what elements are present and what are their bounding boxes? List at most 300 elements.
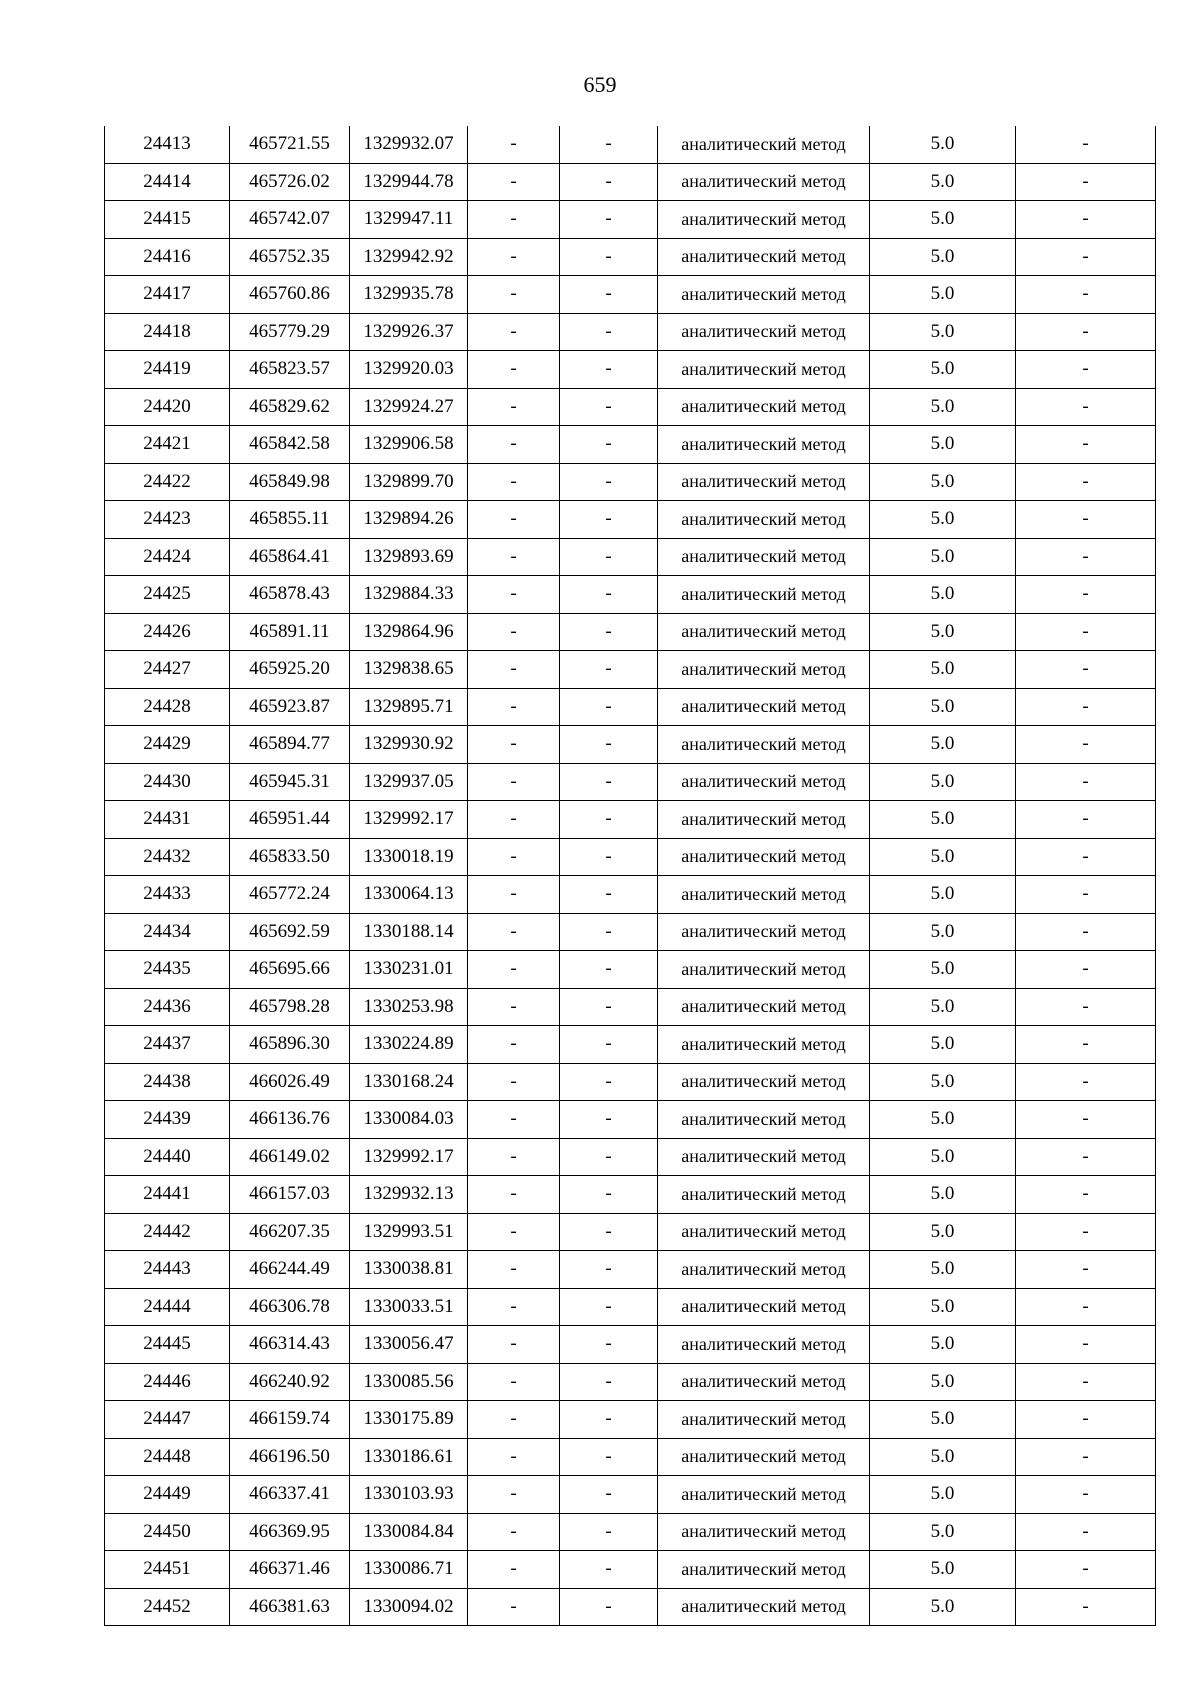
x-coordinate-cell: 465742.07 (230, 201, 350, 239)
x-coordinate-cell: 465695.66 (230, 951, 350, 989)
y-coordinate-cell: 1330084.03 (350, 1101, 468, 1139)
method-cell: аналитический метод (658, 763, 870, 801)
point-number-cell: 24415 (105, 201, 230, 239)
empty-value-cell-3: - (1016, 1101, 1156, 1139)
method-cell: аналитический метод (658, 1513, 870, 1551)
method-cell: аналитический метод (658, 876, 870, 914)
point-number-cell: 24418 (105, 313, 230, 351)
y-coordinate-cell: 1330094.02 (350, 1588, 468, 1626)
point-number-cell: 24449 (105, 1476, 230, 1514)
table-row (105, 238, 1156, 276)
y-coordinate-cell: 1330085.56 (350, 1363, 468, 1401)
y-coordinate-cell: 1329920.03 (350, 351, 468, 389)
empty-value-cell-1: - (468, 1138, 560, 1176)
accuracy-cell: 5.0 (870, 1176, 1016, 1214)
empty-value-cell-1: - (468, 576, 560, 614)
table-row (105, 126, 1156, 163)
table-row (105, 201, 1156, 239)
empty-value-cell-1: - (468, 1476, 560, 1514)
empty-value-cell-3: - (1016, 238, 1156, 276)
x-coordinate-cell: 465891.11 (230, 613, 350, 651)
empty-value-cell-3: - (1016, 1438, 1156, 1476)
y-coordinate-cell: 1330168.24 (350, 1063, 468, 1101)
method-cell: аналитический метод (658, 538, 870, 576)
point-number-cell: 24440 (105, 1138, 230, 1176)
y-coordinate-cell: 1329932.13 (350, 1176, 468, 1214)
table-row (105, 1101, 1156, 1139)
method-cell: аналитический метод (658, 463, 870, 501)
method-cell: аналитический метод (658, 201, 870, 239)
table-row (105, 388, 1156, 426)
empty-value-cell-3: - (1016, 538, 1156, 576)
accuracy-cell: 5.0 (870, 163, 1016, 201)
empty-value-cell-1: - (468, 1551, 560, 1589)
y-coordinate-cell: 1329838.65 (350, 651, 468, 689)
accuracy-cell: 5.0 (870, 276, 1016, 314)
point-number-cell: 24441 (105, 1176, 230, 1214)
table-row (105, 1551, 1156, 1589)
point-number-cell: 24452 (105, 1588, 230, 1626)
method-cell: аналитический метод (658, 951, 870, 989)
empty-value-cell-2: - (560, 501, 658, 539)
x-coordinate-cell: 465772.24 (230, 876, 350, 914)
empty-value-cell-2: - (560, 1513, 658, 1551)
empty-value-cell-2: - (560, 351, 658, 389)
empty-value-cell-3: - (1016, 1363, 1156, 1401)
table-row (105, 1476, 1156, 1514)
empty-value-cell-3: - (1016, 688, 1156, 726)
point-number-cell: 24431 (105, 801, 230, 839)
method-cell: аналитический метод (658, 1476, 870, 1514)
empty-value-cell-2: - (560, 426, 658, 464)
point-number-cell: 24423 (105, 501, 230, 539)
y-coordinate-cell: 1329930.92 (350, 726, 468, 764)
point-number-cell: 24450 (105, 1513, 230, 1551)
empty-value-cell-2: - (560, 1363, 658, 1401)
table-row (105, 351, 1156, 389)
empty-value-cell-1: - (468, 876, 560, 914)
y-coordinate-cell: 1330186.61 (350, 1438, 468, 1476)
empty-value-cell-2: - (560, 763, 658, 801)
y-coordinate-cell: 1330033.51 (350, 1288, 468, 1326)
accuracy-cell: 5.0 (870, 1251, 1016, 1289)
method-cell: аналитический метод (658, 1138, 870, 1176)
table-row (105, 951, 1156, 989)
y-coordinate-cell: 1330188.14 (350, 913, 468, 951)
method-cell: аналитический метод (658, 1026, 870, 1064)
y-coordinate-cell: 1329937.05 (350, 763, 468, 801)
empty-value-cell-1: - (468, 838, 560, 876)
empty-value-cell-1: - (468, 1513, 560, 1551)
x-coordinate-cell: 465752.35 (230, 238, 350, 276)
table-row (105, 1288, 1156, 1326)
y-coordinate-cell: 1330018.19 (350, 838, 468, 876)
empty-value-cell-3: - (1016, 988, 1156, 1026)
empty-value-cell-3: - (1016, 1288, 1156, 1326)
accuracy-cell: 5.0 (870, 1326, 1016, 1364)
empty-value-cell-3: - (1016, 1063, 1156, 1101)
table-row (105, 538, 1156, 576)
accuracy-cell: 5.0 (870, 1288, 1016, 1326)
point-number-cell: 24429 (105, 726, 230, 764)
accuracy-cell: 5.0 (870, 1101, 1016, 1139)
accuracy-cell: 5.0 (870, 1138, 1016, 1176)
y-coordinate-cell: 1329893.69 (350, 538, 468, 576)
empty-value-cell-1: - (468, 426, 560, 464)
empty-value-cell-2: - (560, 1101, 658, 1139)
y-coordinate-cell: 1330064.13 (350, 876, 468, 914)
empty-value-cell-3: - (1016, 576, 1156, 614)
point-number-cell: 24417 (105, 276, 230, 314)
empty-value-cell-1: - (468, 688, 560, 726)
page-number: 659 (583, 72, 617, 97)
y-coordinate-cell: 1329947.11 (350, 201, 468, 239)
empty-value-cell-2: - (560, 163, 658, 201)
x-coordinate-cell: 465823.57 (230, 351, 350, 389)
point-number-cell: 24448 (105, 1438, 230, 1476)
empty-value-cell-3: - (1016, 913, 1156, 951)
accuracy-cell: 5.0 (870, 688, 1016, 726)
method-cell: аналитический метод (658, 388, 870, 426)
x-coordinate-cell: 466136.76 (230, 1101, 350, 1139)
y-coordinate-cell: 1329992.17 (350, 801, 468, 839)
x-coordinate-cell: 466196.50 (230, 1438, 350, 1476)
accuracy-cell: 5.0 (870, 463, 1016, 501)
method-cell: аналитический метод (658, 351, 870, 389)
empty-value-cell-1: - (468, 1363, 560, 1401)
accuracy-cell: 5.0 (870, 1063, 1016, 1101)
table-row (105, 1213, 1156, 1251)
method-cell: аналитический метод (658, 163, 870, 201)
empty-value-cell-1: - (468, 1026, 560, 1064)
y-coordinate-cell: 1330084.84 (350, 1513, 468, 1551)
x-coordinate-cell: 466157.03 (230, 1176, 350, 1214)
empty-value-cell-2: - (560, 988, 658, 1026)
empty-value-cell-2: - (560, 1438, 658, 1476)
empty-value-cell-2: - (560, 1288, 658, 1326)
point-number-cell: 24421 (105, 426, 230, 464)
empty-value-cell-1: - (468, 1063, 560, 1101)
table-row (105, 763, 1156, 801)
empty-value-cell-3: - (1016, 838, 1156, 876)
empty-value-cell-3: - (1016, 201, 1156, 239)
point-number-cell: 24420 (105, 388, 230, 426)
empty-value-cell-2: - (560, 1326, 658, 1364)
empty-value-cell-1: - (468, 351, 560, 389)
x-coordinate-cell: 465894.77 (230, 726, 350, 764)
table-row (105, 1138, 1156, 1176)
x-coordinate-cell: 465896.30 (230, 1026, 350, 1064)
accuracy-cell: 5.0 (870, 1588, 1016, 1626)
table-row (105, 1176, 1156, 1214)
empty-value-cell-1: - (468, 913, 560, 951)
x-coordinate-cell: 466369.95 (230, 1513, 350, 1551)
table-row (105, 913, 1156, 951)
empty-value-cell-2: - (560, 613, 658, 651)
point-number-cell: 24414 (105, 163, 230, 201)
point-number-cell: 24445 (105, 1326, 230, 1364)
empty-value-cell-3: - (1016, 1326, 1156, 1364)
method-cell: аналитический метод (658, 613, 870, 651)
y-coordinate-cell: 1330086.71 (350, 1551, 468, 1589)
x-coordinate-cell: 465692.59 (230, 913, 350, 951)
accuracy-cell: 5.0 (870, 726, 1016, 764)
empty-value-cell-3: - (1016, 1138, 1156, 1176)
empty-value-cell-3: - (1016, 651, 1156, 689)
empty-value-cell-2: - (560, 1588, 658, 1626)
table-row (105, 1063, 1156, 1101)
point-number-cell: 24443 (105, 1251, 230, 1289)
table-row (105, 1588, 1156, 1626)
empty-value-cell-2: - (560, 1551, 658, 1589)
accuracy-cell: 5.0 (870, 1513, 1016, 1551)
table-row (105, 1251, 1156, 1289)
x-coordinate-cell: 465833.50 (230, 838, 350, 876)
method-cell: аналитический метод (658, 1551, 870, 1589)
empty-value-cell-2: - (560, 313, 658, 351)
accuracy-cell: 5.0 (870, 1438, 1016, 1476)
empty-value-cell-3: - (1016, 763, 1156, 801)
table-row (105, 988, 1156, 1026)
table-row (105, 688, 1156, 726)
empty-value-cell-3: - (1016, 426, 1156, 464)
y-coordinate-cell: 1329924.27 (350, 388, 468, 426)
accuracy-cell: 5.0 (870, 838, 1016, 876)
x-coordinate-cell: 465945.31 (230, 763, 350, 801)
empty-value-cell-2: - (560, 838, 658, 876)
table-row (105, 1026, 1156, 1064)
x-coordinate-cell: 465798.28 (230, 988, 350, 1026)
point-number-cell: 24427 (105, 651, 230, 689)
x-coordinate-cell: 466306.78 (230, 1288, 350, 1326)
empty-value-cell-2: - (560, 1138, 658, 1176)
table-row (105, 1326, 1156, 1364)
empty-value-cell-2: - (560, 951, 658, 989)
y-coordinate-cell: 1330253.98 (350, 988, 468, 1026)
empty-value-cell-1: - (468, 801, 560, 839)
table-row (105, 726, 1156, 764)
x-coordinate-cell: 466337.41 (230, 1476, 350, 1514)
empty-value-cell-3: - (1016, 276, 1156, 314)
y-coordinate-cell: 1329942.92 (350, 238, 468, 276)
empty-value-cell-3: - (1016, 1026, 1156, 1064)
empty-value-cell-2: - (560, 913, 658, 951)
table-row (105, 1513, 1156, 1551)
method-cell: аналитический метод (658, 126, 870, 163)
x-coordinate-cell: 466371.46 (230, 1551, 350, 1589)
empty-value-cell-1: - (468, 651, 560, 689)
x-coordinate-cell: 466244.49 (230, 1251, 350, 1289)
y-coordinate-cell: 1329993.51 (350, 1213, 468, 1251)
empty-value-cell-3: - (1016, 501, 1156, 539)
accuracy-cell: 5.0 (870, 576, 1016, 614)
x-coordinate-cell: 465760.86 (230, 276, 350, 314)
method-cell: аналитический метод (658, 1063, 870, 1101)
method-cell: аналитический метод (658, 276, 870, 314)
empty-value-cell-2: - (560, 801, 658, 839)
x-coordinate-cell: 465829.62 (230, 388, 350, 426)
x-coordinate-cell: 466026.49 (230, 1063, 350, 1101)
accuracy-cell: 5.0 (870, 126, 1016, 163)
table-row (105, 501, 1156, 539)
y-coordinate-cell: 1329926.37 (350, 313, 468, 351)
method-cell: аналитический метод (658, 726, 870, 764)
method-cell: аналитический метод (658, 576, 870, 614)
table-row (105, 576, 1156, 614)
empty-value-cell-1: - (468, 126, 560, 163)
method-cell: аналитический метод (658, 1176, 870, 1214)
x-coordinate-cell: 465951.44 (230, 801, 350, 839)
point-number-cell: 24416 (105, 238, 230, 276)
empty-value-cell-2: - (560, 201, 658, 239)
x-coordinate-cell: 465779.29 (230, 313, 350, 351)
empty-value-cell-1: - (468, 1401, 560, 1439)
x-coordinate-cell: 466159.74 (230, 1401, 350, 1439)
accuracy-cell: 5.0 (870, 763, 1016, 801)
empty-value-cell-3: - (1016, 613, 1156, 651)
accuracy-cell: 5.0 (870, 651, 1016, 689)
empty-value-cell-1: - (468, 1588, 560, 1626)
empty-value-cell-1: - (468, 1438, 560, 1476)
empty-value-cell-1: - (468, 501, 560, 539)
empty-value-cell-2: - (560, 126, 658, 163)
accuracy-cell: 5.0 (870, 1551, 1016, 1589)
point-number-cell: 24419 (105, 351, 230, 389)
y-coordinate-cell: 1330175.89 (350, 1401, 468, 1439)
table-body (105, 126, 1156, 1626)
point-number-cell: 24436 (105, 988, 230, 1026)
accuracy-cell: 5.0 (870, 1363, 1016, 1401)
empty-value-cell-1: - (468, 613, 560, 651)
method-cell: аналитический метод (658, 426, 870, 464)
accuracy-cell: 5.0 (870, 351, 1016, 389)
empty-value-cell-2: - (560, 726, 658, 764)
empty-value-cell-1: - (468, 313, 560, 351)
accuracy-cell: 5.0 (870, 988, 1016, 1026)
point-number-cell: 24435 (105, 951, 230, 989)
x-coordinate-cell: 465925.20 (230, 651, 350, 689)
table-row (105, 801, 1156, 839)
point-number-cell: 24446 (105, 1363, 230, 1401)
empty-value-cell-2: - (560, 276, 658, 314)
empty-value-cell-1: - (468, 763, 560, 801)
accuracy-cell: 5.0 (870, 913, 1016, 951)
method-cell: аналитический метод (658, 913, 870, 951)
point-number-cell: 24439 (105, 1101, 230, 1139)
method-cell: аналитический метод (658, 838, 870, 876)
table-row (105, 1363, 1156, 1401)
method-cell: аналитический метод (658, 801, 870, 839)
empty-value-cell-1: - (468, 988, 560, 1026)
accuracy-cell: 5.0 (870, 538, 1016, 576)
method-cell: аналитический метод (658, 1213, 870, 1251)
empty-value-cell-3: - (1016, 463, 1156, 501)
method-cell: аналитический метод (658, 1363, 870, 1401)
empty-value-cell-2: - (560, 876, 658, 914)
coordinates-table (104, 126, 1156, 1626)
method-cell: аналитический метод (658, 1288, 870, 1326)
empty-value-cell-2: - (560, 388, 658, 426)
y-coordinate-cell: 1329992.17 (350, 1138, 468, 1176)
x-coordinate-cell: 465855.11 (230, 501, 350, 539)
method-cell: аналитический метод (658, 1326, 870, 1364)
empty-value-cell-3: - (1016, 1551, 1156, 1589)
empty-value-cell-2: - (560, 651, 658, 689)
x-coordinate-cell: 465878.43 (230, 576, 350, 614)
point-number-cell: 24425 (105, 576, 230, 614)
y-coordinate-cell: 1330056.47 (350, 1326, 468, 1364)
empty-value-cell-3: - (1016, 126, 1156, 163)
y-coordinate-cell: 1330038.81 (350, 1251, 468, 1289)
table-row (105, 1401, 1156, 1439)
method-cell: аналитический метод (658, 1101, 870, 1139)
empty-value-cell-3: - (1016, 1588, 1156, 1626)
method-cell: аналитический метод (658, 1251, 870, 1289)
method-cell: аналитический метод (658, 1401, 870, 1439)
table-row (105, 163, 1156, 201)
accuracy-cell: 5.0 (870, 801, 1016, 839)
empty-value-cell-3: - (1016, 1176, 1156, 1214)
empty-value-cell-1: - (468, 388, 560, 426)
y-coordinate-cell: 1329864.96 (350, 613, 468, 651)
empty-value-cell-3: - (1016, 726, 1156, 764)
y-coordinate-cell: 1330224.89 (350, 1026, 468, 1064)
x-coordinate-cell: 465726.02 (230, 163, 350, 201)
accuracy-cell: 5.0 (870, 613, 1016, 651)
y-coordinate-cell: 1329899.70 (350, 463, 468, 501)
point-number-cell: 24422 (105, 463, 230, 501)
point-number-cell: 24413 (105, 126, 230, 163)
empty-value-cell-3: - (1016, 876, 1156, 914)
empty-value-cell-1: - (468, 1213, 560, 1251)
accuracy-cell: 5.0 (870, 1213, 1016, 1251)
empty-value-cell-1: - (468, 1288, 560, 1326)
empty-value-cell-2: - (560, 1213, 658, 1251)
empty-value-cell-1: - (468, 163, 560, 201)
empty-value-cell-1: - (468, 1326, 560, 1364)
empty-value-cell-3: - (1016, 1513, 1156, 1551)
method-cell: аналитический метод (658, 313, 870, 351)
empty-value-cell-3: - (1016, 801, 1156, 839)
empty-value-cell-1: - (468, 1101, 560, 1139)
accuracy-cell: 5.0 (870, 313, 1016, 351)
empty-value-cell-2: - (560, 1476, 658, 1514)
x-coordinate-cell: 465849.98 (230, 463, 350, 501)
y-coordinate-cell: 1330103.93 (350, 1476, 468, 1514)
table-row (105, 838, 1156, 876)
empty-value-cell-2: - (560, 688, 658, 726)
table-row (105, 313, 1156, 351)
x-coordinate-cell: 466149.02 (230, 1138, 350, 1176)
empty-value-cell-1: - (468, 1251, 560, 1289)
method-cell: аналитический метод (658, 1588, 870, 1626)
accuracy-cell: 5.0 (870, 501, 1016, 539)
y-coordinate-cell: 1329944.78 (350, 163, 468, 201)
empty-value-cell-3: - (1016, 163, 1156, 201)
empty-value-cell-3: - (1016, 1251, 1156, 1289)
empty-value-cell-2: - (560, 463, 658, 501)
point-number-cell: 24434 (105, 913, 230, 951)
table-row (105, 276, 1156, 314)
x-coordinate-cell: 465721.55 (230, 126, 350, 163)
accuracy-cell: 5.0 (870, 1026, 1016, 1064)
y-coordinate-cell: 1329895.71 (350, 688, 468, 726)
empty-value-cell-2: - (560, 576, 658, 614)
accuracy-cell: 5.0 (870, 426, 1016, 464)
empty-value-cell-1: - (468, 951, 560, 989)
point-number-cell: 24432 (105, 838, 230, 876)
empty-value-cell-2: - (560, 1251, 658, 1289)
